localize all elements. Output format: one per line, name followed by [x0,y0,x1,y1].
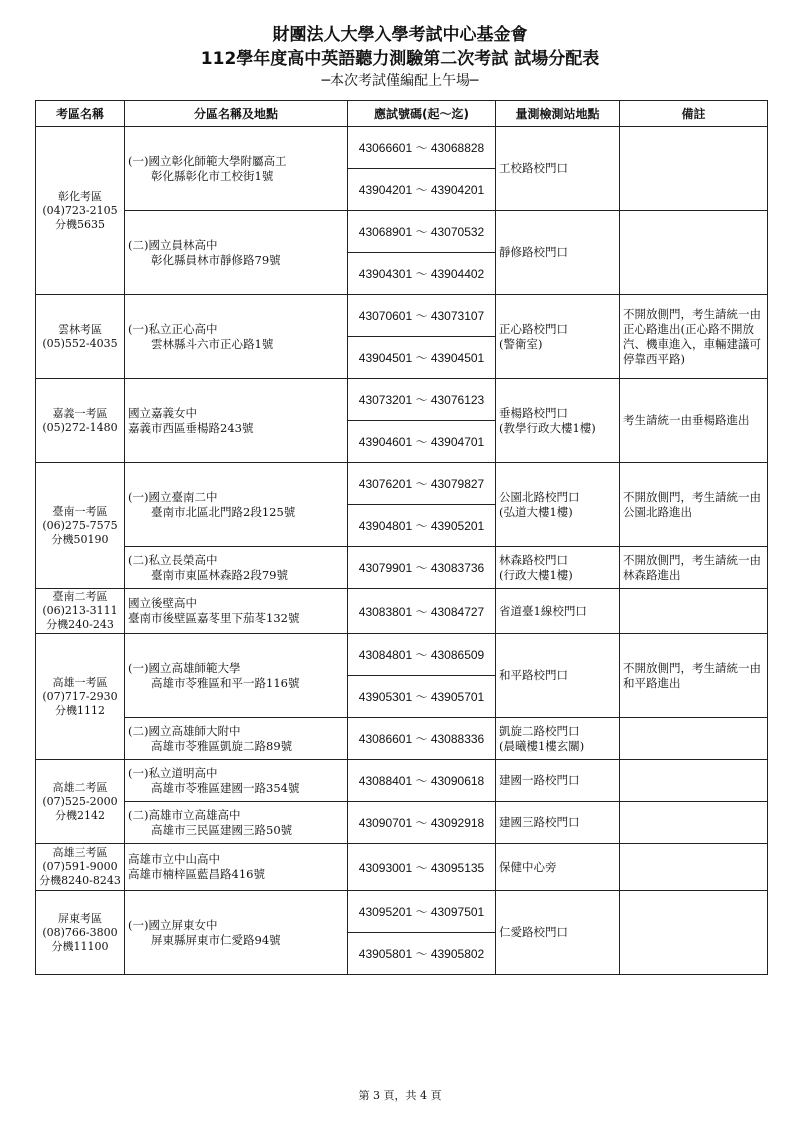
number-range: 43904501 ～ 43904501 [348,337,496,379]
exam-area: 屏東考區 (08)766-3800 分機11100 [36,891,125,975]
remark: 考生請統一由垂楊路進出 [620,379,768,463]
number-range: 43084801 ～ 43086509 [348,634,496,676]
sub-area: (二)國立高雄師大附中 高雄市苓雅區凱旋二路89號 [125,718,348,760]
table-row [36,379,768,421]
document-title: 財團法人大學入學考試中心基金會 [272,25,528,45]
remark [620,589,768,634]
checkpoint: 工校路校門口 [496,127,620,211]
table-row [36,589,768,634]
checkpoint: 建國三路校門口 [496,802,620,844]
number-range: 43070601 ～ 43073107 [348,295,496,337]
checkpoint: 凱旋二路校門口 (晨曦樓1樓玄關) [496,718,620,760]
number-range: 43095201 ～ 43097501 [348,891,496,933]
exam-area: 嘉義一考區 (05)272-1480 [36,379,125,463]
checkpoint: 仁愛路校門口 [496,891,620,975]
sub-area: (一)私立道明高中 高雄市苓雅區建國一路354號 [125,760,348,802]
sub-area: (一)國立高雄師範大學 高雄市苓雅區和平一路116號 [125,634,348,718]
table-header-row [36,101,768,127]
sub-area: (一)國立彰化師範大學附屬高工 彰化縣彰化市工校街1號 [125,127,348,211]
remark [620,844,768,891]
exam-area: 彰化考區 (04)723-2105 分機5635 [36,127,125,295]
checkpoint: 省道臺1線校門口 [496,589,620,634]
number-range: 43904801 ～ 43905201 [348,505,496,547]
number-range: 43086601 ～ 43088336 [348,718,496,760]
checkpoint: 靜修路校門口 [496,211,620,295]
exam-area: 臺南二考區 (06)213-3111 分機240-243 [36,589,125,634]
checkpoint: 垂楊路校門口 (教學行政大樓1樓) [496,379,620,463]
document-subtitle: 112學年度高中英語聽力測驗第二次考試 試場分配表 [200,49,600,69]
sub-area: 國立嘉義女中 嘉義市西區垂楊路243號 [125,379,348,463]
number-range: 43904601 ～ 43904701 [348,421,496,463]
number-range: 43093001 ～ 43095135 [348,844,496,891]
sub-area: (一)國立臺南二中 臺南市北區北門路2段125號 [125,463,348,547]
number-range: 43090701 ～ 43092918 [348,802,496,844]
remark: 不開放側門，考生請統一由和平路進出 [620,634,768,718]
column-header: 考區名稱 [36,101,125,127]
session-note: ─本次考試僅編配上午場─ [321,73,479,89]
exam-site-table [35,100,768,975]
remark [620,760,768,802]
table-row [36,634,768,676]
sub-area: (一)私立正心高中 雲林縣斗六市正心路1號 [125,295,348,379]
table-row [36,891,768,933]
checkpoint: 建國一路校門口 [496,760,620,802]
sub-area: (二)私立長榮高中 臺南市東區林森路2段79號 [125,547,348,589]
exam-area: 高雄二考區 (07)525-2000 分機2142 [36,760,125,844]
table-row [36,547,768,589]
exam-area: 高雄一考區 (07)717-2930 分機1112 [36,634,125,760]
remark [620,127,768,211]
checkpoint: 和平路校門口 [496,634,620,718]
checkpoint: 正心路校門口 (警衛室) [496,295,620,379]
sub-area: (二)國立員林高中 彰化縣員林市靜修路79號 [125,211,348,295]
number-range: 43904301 ～ 43904402 [348,253,496,295]
number-range: 43905301 ～ 43905701 [348,676,496,718]
number-range: 43066601 ～ 43068828 [348,127,496,169]
remark [620,211,768,295]
number-range: 43079901 ～ 43083736 [348,547,496,589]
number-range: 43904201 ～ 43904201 [348,169,496,211]
number-range: 43088401 ～ 43090618 [348,760,496,802]
exam-area: 高雄三考區 (07)591-9000 分機8240-8243 [36,844,125,891]
column-header: 分區名稱及地點 [125,101,348,127]
remark: 不開放側門，考生請統一由正心路進出(正心路不開放汽、機車進入，車輛建議可停靠西平路) [620,295,768,379]
number-range: 43905801 ～ 43905802 [348,933,496,975]
number-range: 43068901 ～ 43070532 [348,211,496,253]
sub-area: 國立後壁高中 臺南市後壁區嘉苳里下茄苳132號 [125,589,348,634]
number-range: 43076201 ～ 43079827 [348,463,496,505]
column-header: 量測檢測站地點 [496,101,620,127]
sub-area: 高雄市立中山高中 高雄市楠梓區藍昌路416號 [125,844,348,891]
table-row [36,802,768,844]
sub-area: (一)國立屏東女中 屏東縣屏東市仁愛路94號 [125,891,348,975]
number-range: 43083801 ～ 43084727 [348,589,496,634]
checkpoint: 林森路校門口 (行政大樓1樓) [496,547,620,589]
table-row [36,127,768,169]
table-row [36,844,768,891]
column-header: 應試號碼(起～迄) [348,101,496,127]
remark [620,718,768,760]
sub-area: (二)高雄市立高雄高中 高雄市三民區建國三路50號 [125,802,348,844]
exam-area: 臺南一考區 (06)275-7575 分機50190 [36,463,125,589]
table-row [36,211,768,253]
table-row [36,463,768,505]
checkpoint: 公園北路校門口 (弘道大樓1樓) [496,463,620,547]
checkpoint: 保健中心旁 [496,844,620,891]
remark: 不開放側門，考生請統一由林森路進出 [620,547,768,589]
page-number: 第 3 頁，共 4 頁 [358,1089,442,1102]
remark [620,891,768,975]
remark: 不開放側門，考生請統一由公園北路進出 [620,463,768,547]
remark [620,802,768,844]
table-row [36,760,768,802]
number-range: 43073201 ～ 43076123 [348,379,496,421]
exam-area: 雲林考區 (05)552-4035 [36,295,125,379]
table-row [36,718,768,760]
column-header: 備註 [620,101,768,127]
table-row [36,295,768,337]
